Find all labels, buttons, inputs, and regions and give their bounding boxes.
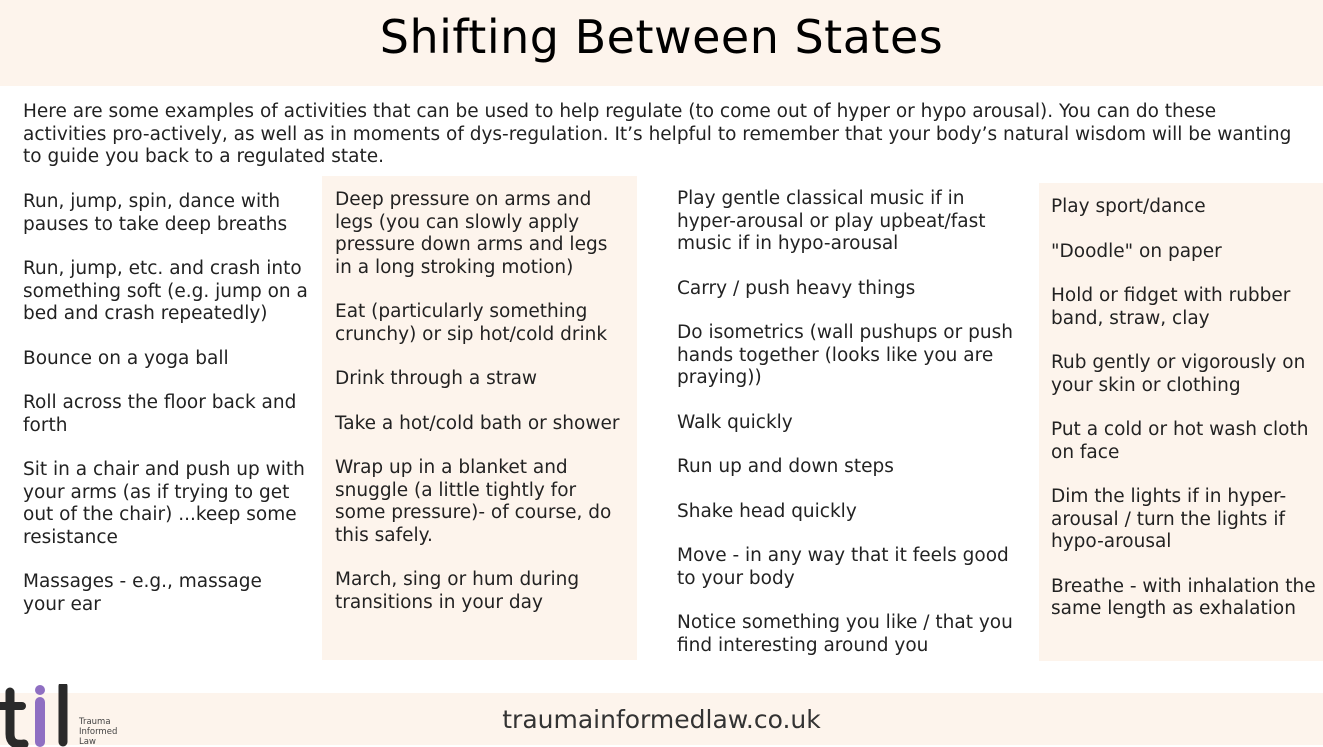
list-item: Hold or fidget with rubber band, straw, clay xyxy=(1051,285,1291,329)
activity-column-3 xyxy=(677,188,1017,679)
list-item: Wrap up in a blanket and snuggle (a little tightly for some pressure)- of course, do this safely. xyxy=(335,457,612,546)
list-item: Move - in any way that it feels good to your body xyxy=(677,545,1009,589)
intro-paragraph: Here are some examples of activities that can be used to help regulate (to come out of hyper or hypo arousal). You can do these activities pro-actively, as well as in moments of dys-regulation. It’s helpful to remember that your body’s natural wisdom will be wanting to guide you back to a regulated state. xyxy=(23,101,1292,167)
page-title: Shifting Between States xyxy=(379,10,944,64)
list-item: Sit in a chair and push up with your arms (as if trying to get out of the chair) ...keep some resistance xyxy=(23,459,305,548)
list-item: March, sing or hum during transitions in your day xyxy=(335,569,580,613)
list-item: Dim the lights if in hyper-arousal / turn the lights if hypo-arousal xyxy=(1051,486,1287,552)
logo-letter-i-dot xyxy=(35,685,45,695)
list-item: Massages - e.g., massage your ear xyxy=(23,571,262,615)
list-item: Drink through a straw xyxy=(335,368,538,389)
list-item: Walk quickly xyxy=(677,411,793,433)
til-logo xyxy=(0,684,140,747)
list-item: Deep pressure on arms and legs (you can slowly apply pressure down arms and legs in a long stroking motion) xyxy=(335,189,608,278)
list-item: Bounce on a yoga ball xyxy=(23,347,229,369)
list-item: Run up and down steps xyxy=(677,456,894,477)
list-item: "Doodle" on paper xyxy=(1051,240,1222,262)
list-item: Take a hot/cold bath or shower xyxy=(335,412,620,434)
activity-column-4 xyxy=(1051,196,1321,643)
activity-column-2 xyxy=(335,189,630,636)
list-item: Carry / push heavy things xyxy=(677,277,916,299)
list-item: Run, jump, etc. and crash into something soft (e.g. jump on a bed and crash repeatedly) xyxy=(23,258,308,324)
list-item: Eat (particularly something crunchy) or sip hot/cold drink xyxy=(335,301,608,345)
list-item: Run, jump, spin, dance with pauses to take deep breaths xyxy=(23,191,288,235)
list-item: Shake head quickly xyxy=(677,500,857,522)
footer-url: traumainformedlaw.co.uk xyxy=(502,705,821,734)
activity-column-1 xyxy=(23,191,308,638)
list-item: Breathe - with inhalation the same length as exhalation xyxy=(1051,575,1316,619)
list-item: Play gentle classical music if in hyper-arousal or play upbeat/fast music if in hypo-arousal xyxy=(677,188,986,254)
list-item: Rub gently or vigorously on your skin or clothing xyxy=(1051,352,1306,396)
logo-text-line-3: Law xyxy=(79,737,96,747)
list-item: Put a cold or hot wash cloth on face xyxy=(1051,419,1309,463)
logo-text-line-2: Informed xyxy=(79,727,118,737)
list-item: Do isometrics (wall pushups or push hands together (looks like you are praying)) xyxy=(677,322,1013,388)
list-item: Roll across the floor back and forth xyxy=(23,392,297,436)
logo-letter-t xyxy=(10,692,24,744)
list-item: Notice something you like / that you find interesting around you xyxy=(677,612,1013,656)
list-item: Play sport/dance xyxy=(1051,196,1206,217)
logo-text-line-1: Trauma xyxy=(79,717,111,727)
